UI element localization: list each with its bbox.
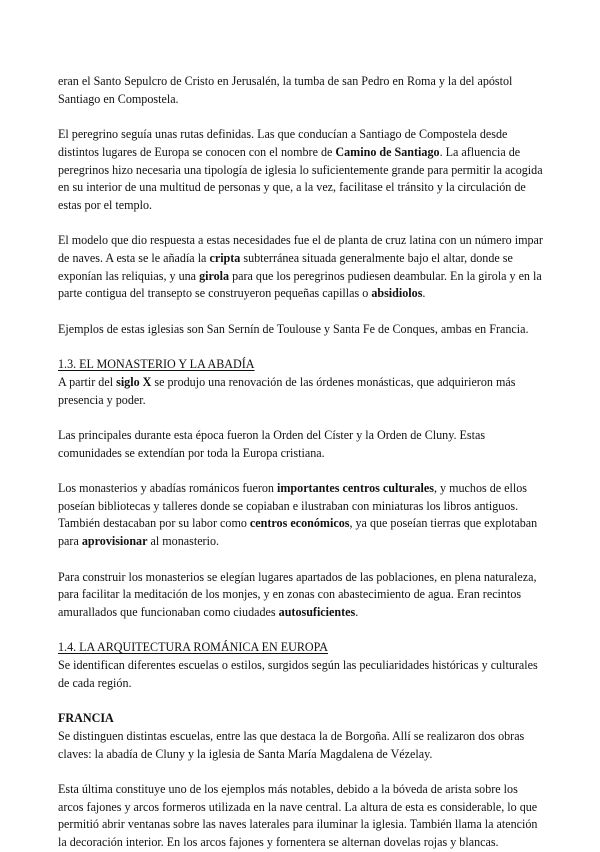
- text-span: Ejemplos de estas iglesias son San Sernín de Toulouse y Santa Fe de Conques, ambas en Francia.: [58, 321, 529, 336]
- text-span: El modelo que dio respuesta a estas necesidades fue el de planta de cruz latina con un número impar de naves. A esta se le añadía la: [58, 233, 543, 265]
- text-span: subterránea situada generalmente bajo el altar, donde se exponían las reliquias, y una: [58, 251, 513, 283]
- text-span: al monasterio.: [147, 534, 220, 549]
- section-heading-monastery: 1.3. EL MONASTERIO Y LA ABADÍA: [58, 357, 255, 372]
- text-span: . La afluencia de peregrinos hizo necesaria una tipología de iglesia lo suficientemente grande para permitir la acogida en su interior de una multitud de personas y que, a la vez, facilitase el tránsito y la circulación de estas por el templo.: [58, 144, 543, 212]
- paragraph-monastery-location: [58, 569, 546, 622]
- paragraph-camino-de-santiago: [58, 126, 546, 215]
- paragraph-burgundy: [58, 728, 546, 763]
- bold-term: autosuficientes: [278, 604, 356, 619]
- text-span: se produjo una renovación de las órdenes monásticas, que adquirieron más presencia y poder.: [58, 374, 516, 407]
- text-span: Las principales durante esta época fueron la Orden del Císter y la Orden de Cluny. Estas comunidades se extendían por toda la Europa cristiana.: [58, 427, 486, 460]
- text-span: .: [355, 604, 359, 619]
- text-span: Para construir los monasterios se elegían lugares apartados de las poblaciones, en plena naturaleza, para facilitar la meditación de los monjes, y en zonas con abastecimiento de agua. Eran recintos amurallados que funcionaban como ciudades: [58, 569, 537, 619]
- text-span: , y muchos de ellos poseían bibliotecas y talleres donde se copiaban e ilustraban con miniaturas los libros antiguos. También destacaban por su labor como: [58, 481, 528, 531]
- text-span: .: [422, 286, 426, 301]
- paragraph-monastic-renewal: [58, 374, 546, 409]
- bold-term: importantes centros culturales: [276, 481, 434, 496]
- section-heading-romanesque-europe: 1.4. LA ARQUITECTURA ROMÁNICA EN EUROPA: [58, 640, 329, 655]
- subheading-francia: FRANCIA: [58, 711, 114, 726]
- bold-term: girola: [199, 268, 230, 283]
- bold-term: centros económicos: [249, 516, 350, 531]
- document-page: [58, 73, 546, 852]
- text-span: para que los peregrinos pudiesen deambular. En la girola y en la parte contigua del transepto se construyeron pequeñas capillas o: [58, 268, 542, 301]
- text-span: eran el Santo Sepulcro de Cristo en Jerusalén, la tumba de san Pedro en Roma y la del apóstol Santiago en Compostela.: [58, 74, 513, 106]
- bold-term: aprovisionar: [81, 534, 148, 549]
- paragraph-church-examples: [58, 321, 546, 339]
- paragraph-vezelay: [58, 781, 546, 852]
- text-span: Se distinguen distintas escuelas, entre las que destaca la de Borgoña. Allí se realizaron dos obras claves: la abadía de Cluny y la iglesia de Santa María Magdalena de Vézelay.: [58, 728, 525, 761]
- paragraph-pilgrimage-destinations: [58, 73, 546, 108]
- bold-term: siglo X: [116, 374, 152, 389]
- text-span: Se identifican diferentes escuelas o estilos, surgidos según las peculiaridades históricas y culturales de cada región.: [58, 658, 538, 690]
- bold-term: absidiolos: [371, 286, 423, 301]
- text-span: A partir del: [58, 374, 117, 389]
- text-span: Esta última constituye uno de los ejemplos más notables, debido a la bóveda de arista sobre los arcos fajones y arcos formeros utilizada en la nave central. La altura de esta es considerable, lo que permitió abrir ventanas sobre las naves laterales para iluminar la iglesia. También llama la atención la decoración interior. En los arcos fajones y fornentera se alternan dovelas rojas y blancas.: [58, 781, 538, 850]
- text-span: Los monasterios y abadías románicos fueron: [58, 481, 277, 496]
- text-span: El peregrino seguía unas rutas definidas. Las que conducían a Santiago de Compostela desde distintos lugares de Europa se conocen con el nombre de: [58, 127, 508, 159]
- text-span: , ya que poseían tierras que explotaban para: [58, 516, 538, 549]
- bold-term: cripta: [209, 251, 241, 265]
- paragraph-monastic-orders: [58, 427, 546, 462]
- paragraph-church-model: [58, 232, 546, 303]
- paragraph-schools-styles: [58, 657, 546, 692]
- bold-term: Camino de Santiago: [335, 144, 440, 159]
- paragraph-cultural-centers: [58, 480, 546, 551]
